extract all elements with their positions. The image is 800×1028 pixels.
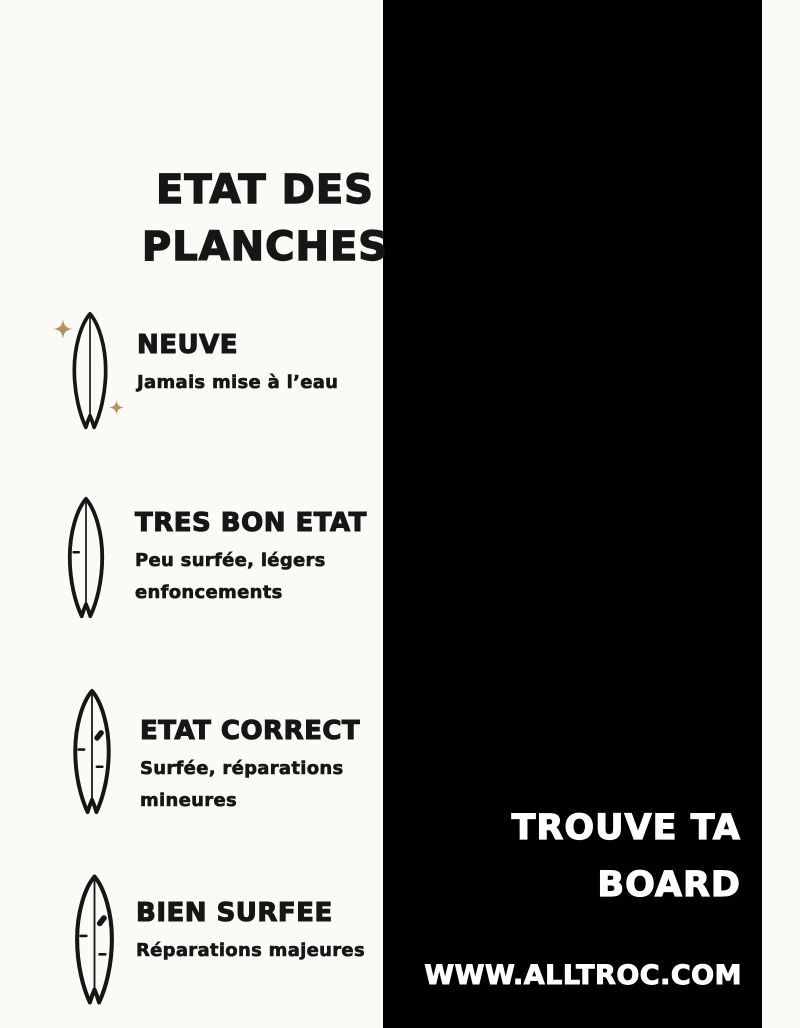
condition-description: Peu surfée, légers enfoncements — [135, 550, 326, 603]
tagline-line-1: TROUVE TA — [511, 808, 741, 848]
condition-item — [140, 716, 362, 817]
condition-description: Jamais mise à l’eau — [137, 372, 339, 393]
condition-item — [136, 898, 386, 967]
tagline-line-2: BOARD — [597, 865, 741, 905]
surfboard-minor-repairs-icon — [70, 688, 114, 820]
website-url: WWW.ALLTROC.COM — [424, 960, 742, 991]
condition-description: Surfée, réparations mineures — [140, 758, 344, 811]
condition-item — [137, 330, 367, 399]
condition-label: BIEN SURFEE — [136, 898, 333, 928]
surfboard-light-dings-icon — [65, 495, 107, 625]
tagline — [512, 800, 741, 914]
title-line-1: ETAT DES — [156, 167, 374, 213]
page-title — [105, 162, 425, 276]
title-line-2: PLANCHES — [141, 224, 389, 270]
surfboard-major-repairs-icon — [72, 873, 117, 1011]
surfboard-new-icon — [67, 311, 113, 435]
condition-label: NEUVE — [137, 330, 239, 360]
condition-item — [135, 508, 367, 609]
condition-description: Réparations majeures — [136, 940, 365, 961]
condition-label: ETAT CORRECT — [140, 716, 361, 746]
right-panel — [383, 0, 762, 1028]
condition-label: TRES BON ETAT — [135, 508, 367, 538]
